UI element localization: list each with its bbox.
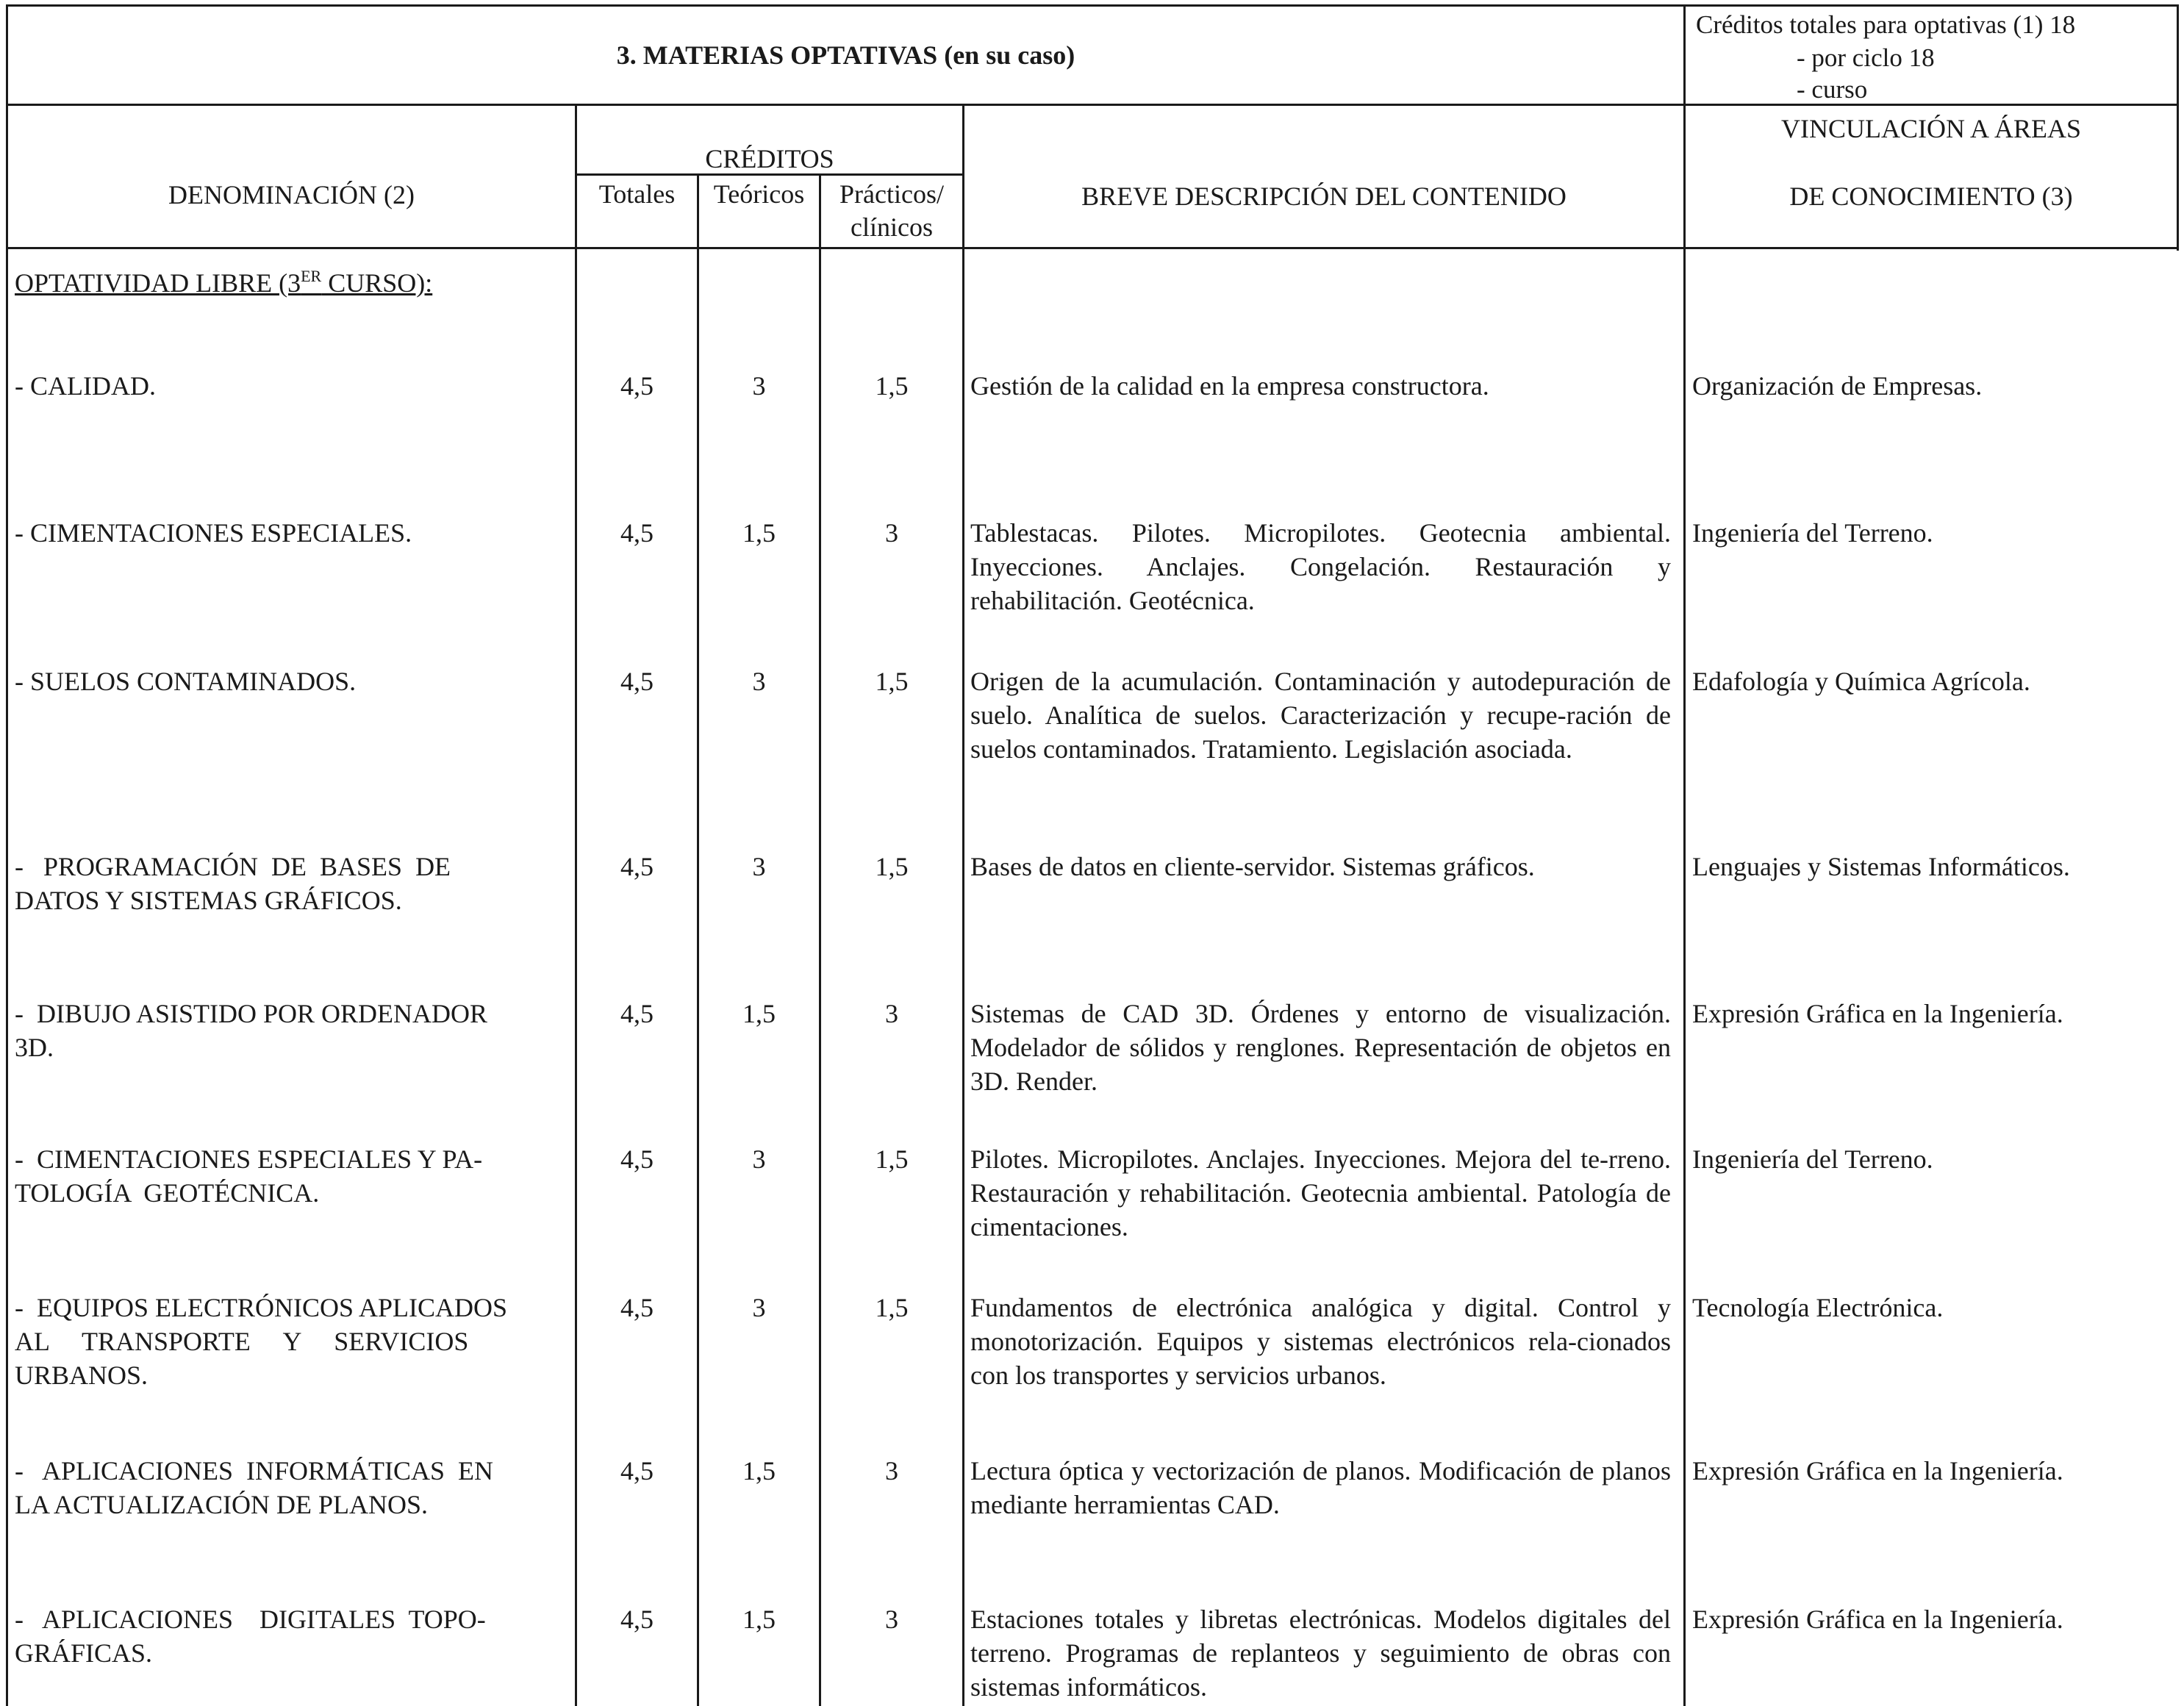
credits-teoricos: 3 [752, 1293, 766, 1322]
column-divider-descripcion [962, 104, 964, 1706]
subject-name-line2: 3D. [15, 1033, 54, 1062]
credits-practicos: 3 [885, 1605, 898, 1634]
subject-name-line2: LA ACTUALIZACIÓN DE PLANOS. [15, 1490, 428, 1519]
credits-practicos: 3 [885, 1456, 898, 1485]
section-heading-pre: OPTATIVIDAD LIBRE (3 [15, 268, 301, 298]
credits-practicos: 1,5 [875, 1144, 909, 1174]
credits-teoricos: 3 [752, 1144, 766, 1174]
header-practicos-line2: clínicos [851, 212, 933, 242]
column-divider-area [1683, 104, 1686, 1706]
subject-name: - CALIDAD. [15, 371, 156, 401]
credits-totales: 4,5 [620, 1605, 654, 1634]
credits-teoricos: 1,5 [742, 1605, 776, 1634]
credits-practicos: 1,5 [875, 371, 909, 401]
header-vinculacion-line1: VINCULACIÓN A ÁREAS [1780, 114, 2082, 143]
credits-totales: 4,5 [620, 518, 654, 548]
header-creditos: CRÉDITOS [705, 144, 834, 173]
subject-name-line1: - PROGRAMACIÓN DE BASES DE [15, 852, 451, 881]
header-teoricos: Teóricos [713, 179, 805, 209]
credits-teoricos: 1,5 [742, 518, 776, 548]
title-main: 3. MATERIAS OPTATIVAS [616, 40, 938, 70]
subject-description: Pilotes. Micropilotes. Anclajes. Inyecciones. Mejora del te-rreno. Restauración y rehabilitación. Geotecnia ambiental. Patología de cimentaciones. [970, 1144, 1671, 1241]
subject-name-line1: - APLICACIONES INFORMÁTICAS EN [15, 1456, 494, 1485]
subject-name-line2: GRÁFICAS. [15, 1638, 153, 1668]
table-right-border [2177, 4, 2179, 251]
subject-description: Fundamentos de electrónica analógica y digital. Control y monotorización. Equipos y sistemas electrónicos rela-cionados con los transportes y servicios urbanos. [970, 1293, 1671, 1390]
section-heading-post: CURSO): [321, 268, 433, 298]
credits-totales: 4,5 [620, 852, 654, 881]
subject-description: Bases de datos en cliente-servidor. Sistemas gráficos. [970, 852, 1535, 881]
knowledge-area: Expresión Gráfica en la Ingeniería. [1692, 999, 2063, 1028]
subject-name-line1: - EQUIPOS ELECTRÓNICOS APLICADOS [15, 1293, 508, 1322]
subject-description: Sistemas de CAD 3D. Órdenes y entorno de visualización. Modelador de sólidos y renglones. Representación de objetos en 3D. Render. [970, 999, 1671, 1096]
credits-totales: 4,5 [620, 1456, 654, 1485]
credits-cycle: - por ciclo 18 [1797, 43, 1935, 72]
knowledge-area: Tecnología Electrónica. [1692, 1293, 1944, 1322]
header-descripcion: BREVE DESCRIPCIÓN DEL CONTENIDO [1081, 182, 1567, 211]
credits-practicos: 3 [885, 999, 898, 1028]
title-suffix: (en su caso) [944, 40, 1075, 70]
subject-name-line2: AL TRANSPORTE Y SERVICIOS [15, 1327, 469, 1356]
section-heading-sup: ER [301, 267, 322, 285]
subject-name-line3: URBANOS. [15, 1361, 148, 1390]
knowledge-area: Expresión Gráfica en la Ingeniería. [1692, 1456, 2063, 1485]
knowledge-area: Lenguajes y Sistemas Informáticos. [1692, 852, 2070, 881]
credits-teoricos: 1,5 [742, 999, 776, 1028]
header-denominacion: DENOMINACIÓN (2) [168, 180, 415, 209]
page-title [8, 38, 1683, 72]
subject-name: - CIMENTACIONES ESPECIALES. [15, 518, 412, 548]
credits-course: - curso [1797, 75, 1868, 104]
section-heading [15, 266, 432, 300]
credits-practicos: 1,5 [875, 667, 909, 696]
knowledge-area: Ingeniería del Terreno. [1692, 1144, 1933, 1174]
subject-description: Estaciones totales y libretas electrónicas. Modelos digitales del terreno. Programas de replanteos y seguimiento de obras con sistemas informáticos. [970, 1605, 1671, 1702]
credits-totales: 4,5 [620, 371, 654, 401]
credits-teoricos: 3 [752, 667, 766, 696]
credits-teoricos: 3 [752, 852, 766, 881]
header-totales: Totales [598, 179, 676, 209]
table-left-border [6, 4, 8, 1706]
title-divider [1683, 4, 1686, 104]
header-practicos-line1: Prácticos/ [839, 179, 944, 209]
credits-totales: 4,5 [620, 1293, 654, 1322]
header-vinculacion-line2: DE CONOCIMIENTO (3) [1789, 182, 2073, 211]
credits-practicos: 3 [885, 518, 898, 548]
credits-totales: 4,5 [620, 999, 654, 1028]
subject-name-line1: - CIMENTACIONES ESPECIALES Y PA- [15, 1144, 483, 1174]
credits-teoricos: 1,5 [742, 1456, 776, 1485]
knowledge-area: Organización de Empresas. [1692, 371, 1983, 401]
subject-name-line2: DATOS Y SISTEMAS GRÁFICOS. [15, 886, 402, 915]
table-top-border [6, 4, 2179, 7]
knowledge-area: Edafología y Química Agrícola. [1692, 667, 2030, 696]
credits-practicos: 1,5 [875, 1293, 909, 1322]
knowledge-area: Ingeniería del Terreno. [1692, 518, 1933, 548]
credits-totales: 4,5 [620, 1144, 654, 1174]
subject-description: Tablestacas. Pilotes. Micropilotes. Geotecnia ambiental. Inyecciones. Anclajes. Congelación. Restauración y rehabilitación. Geotécnica. [970, 518, 1671, 615]
subject-name-line1: - DIBUJO ASISTIDO POR ORDENADOR [15, 999, 488, 1028]
header-bottom-border [6, 247, 2179, 249]
subject-name-line1: - APLICACIONES DIGITALES TOPO- [15, 1605, 486, 1634]
subject-description: Gestión de la calidad en la empresa constructora. [970, 371, 1489, 401]
subject-description: Lectura óptica y vectorización de planos. Modificación de planos mediante herramientas CAD. [970, 1456, 1671, 1519]
subject-description: Origen de la acumulación. Contaminación y autodepuración de suelo. Analítica de suelos. Caracterización y recupe-ración de suelos contaminados. Tratamiento. Legislación asociada. [970, 667, 1671, 764]
credits-teoricos: 3 [752, 371, 766, 401]
credits-total: Créditos totales para optativas (1) 18 [1696, 10, 2076, 39]
credits-totales: 4,5 [620, 667, 654, 696]
credits-practicos: 1,5 [875, 852, 909, 881]
subject-name-line2: TOLOGÍA GEOTÉCNICA. [15, 1178, 320, 1208]
subject-name: - SUELOS CONTAMINADOS. [15, 667, 357, 696]
knowledge-area: Expresión Gráfica en la Ingeniería. [1692, 1605, 2063, 1634]
